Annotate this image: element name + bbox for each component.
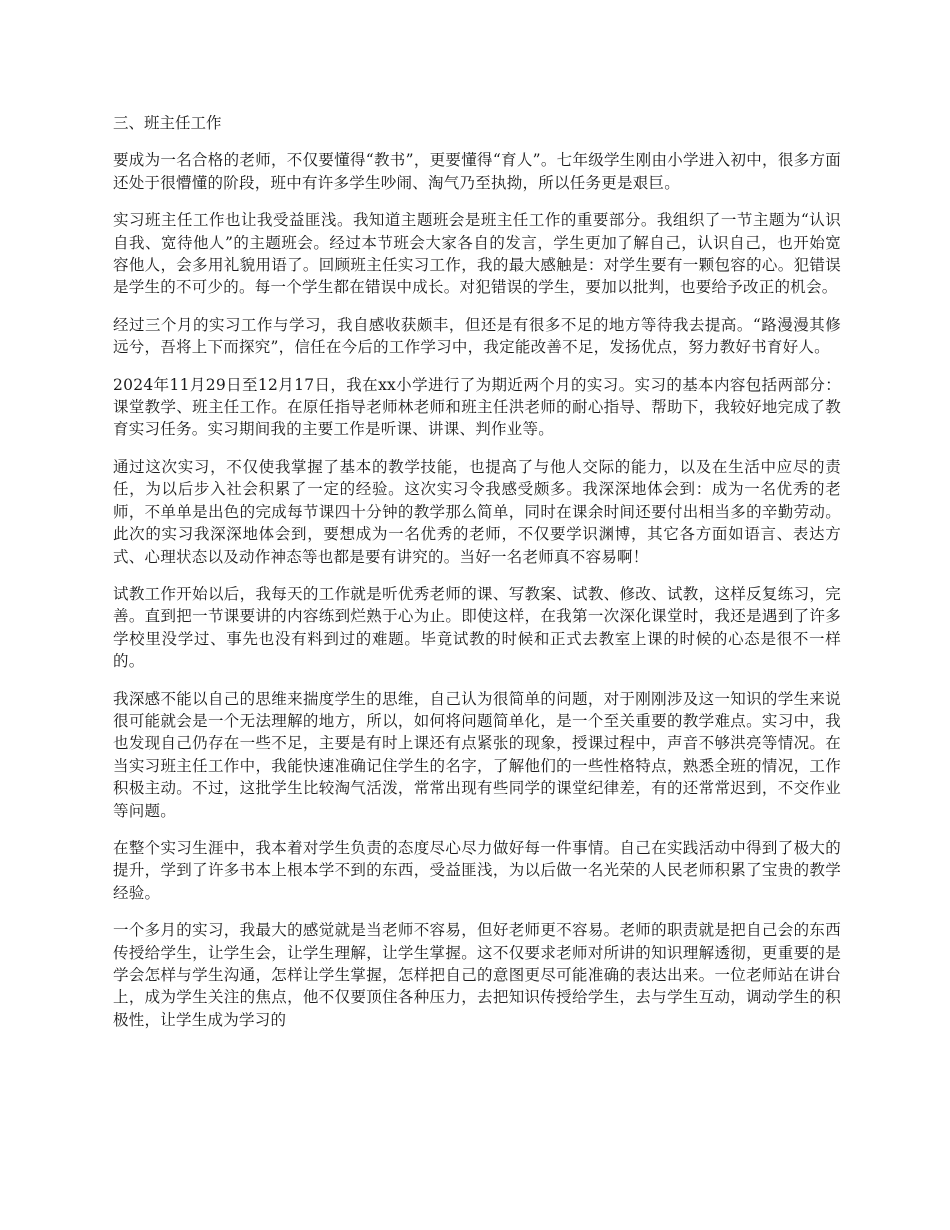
paragraph-2: 实习班主任工作也让我受益匪浅。我知道主题班会是班主任工作的重要部分。我组织了一节主题为“认识自我、宽待他人”的主题班会。经过本节班会大家各自的发言，学生更加了解自己，认识自己，也开始宽容他人，会多用礼貌用语了。回顾班主任实习工作，我的最大感触是：对学生要有一颗包容的心。犯错误是学生的不可少的。每一个学生都在错误中成长。对犯错误的学生，要加以批判，也要给予改正的机会。 bbox=[113, 211, 841, 297]
paragraph-3: 经过三个月的实习工作与学习，我自感收获颇丰，但还是有很多不足的地方等待我去提高。“路漫漫其修远兮，吾将上下而探究”，信任在今后的工作学习中，我定能改善不足，发扬优点，努力教好书育好人。 bbox=[113, 315, 841, 357]
paragraph-7: 我深感不能以自己的思维来揣度学生的思维，自己认为很简单的问题，对于刚刚涉及这一知识的学生来说很可能就会是一个无法理解的地方，所以，如何将问题简单化，是一个至关重要的教学难点。实习中，我也发现自己仍存在一些不足，主要是有时上课还有点紧张的现象，授课过程中，声音不够洪亮等情况。在当实习班主任工作中，我能快速准确记住学生的名字，了解他们的一些性格特点，熟悉全班的情况，工作积极主动。不过，这批学生比较淘气活泼，常常出现有些同学的课堂纪律差，有的还常常迟到，不交作业等问题。 bbox=[113, 689, 841, 820]
document-page bbox=[113, 112, 841, 1046]
paragraph-6: 试教工作开始以后，我每天的工作就是听优秀老师的课、写教案、试教、修改、试教，这样反复练习，完善。直到把一节课要讲的内容练到烂熟于心为止。即使这样，在我第一次深化课堂时，我还是遇到了许多学校里没学过、事先也没有料到过的难题。毕竟试教的时候和正式去教室上课的时候的心态是很不一样的。 bbox=[113, 584, 841, 671]
paragraph-9: 一个多月的实习，我最大的感觉就是当老师不容易，但好老师更不容易。老师的职责就是把自己会的东西传授给学生，让学生会，让学生理解，让学生掌握。这不仅要求老师对所讲的知识理解透彻，更重要的是学会怎样与学生沟通，怎样让学生掌握，怎样把自己的意图更尽可能准确的表达出来。一位老师站在讲台上，成为学生关注的焦点，他不仅要顶住各种压力，去把知识传授给学生，去与学生互动，调动学生的积极性，让学生成为学习的 bbox=[113, 921, 841, 1029]
section-heading: 三、班主任工作 bbox=[113, 114, 222, 132]
paragraph-1: 要成为一名合格的老师，不仅要懂得“教书”，更要懂得“育人”。七年级学生刚由小学进入初中，很多方面还处于很懵懂的阶段，班中有许多学生吵闹、淘气乃至执拗，所以任务更是艰巨。 bbox=[113, 151, 841, 192]
paragraph-5: 通过这次实习，不仅使我掌握了基本的教学技能，也提高了与他人交际的能力，以及在生活中应尽的责任，为以后步入社会积累了一定的经验。这次实习令我感受颇多。我深深地体会到：成为一名优秀的老师，不单单是出色的完成每节课四十分钟的教学那么简单，同时在课余时间还要付出相当多的辛勤劳动。此次的实习我深深地体会到，要想成为一名优秀的老师，不仅要学识渊博，其它各方面如语言、表达方式、心理状态以及动作神态等也都是要有讲究的。当好一名老师真不容易啊！ bbox=[113, 457, 841, 566]
paragraph-4: 2024年11月29日至12月17日，我在xx小学进行了为期近两个月的实习。实习的基本内容包括两部分：课堂教学、班主任工作。在原任指导老师林老师和班主任洪老师的耐心指导、帮助下，我较好地完成了教育实习任务。实习期间我的主要工作是听课、讲课、判作业等。 bbox=[113, 375, 841, 439]
paragraph-8: 在整个实习生涯中，我本着对学生负责的态度尽心尽力做好每一件事情。自己在实践活动中得到了极大的提升，学到了许多书本上根本学不到的东西，受益匪浅，为以后做一名光荣的人民老师积累了宝贵的教学经验。 bbox=[113, 838, 841, 902]
